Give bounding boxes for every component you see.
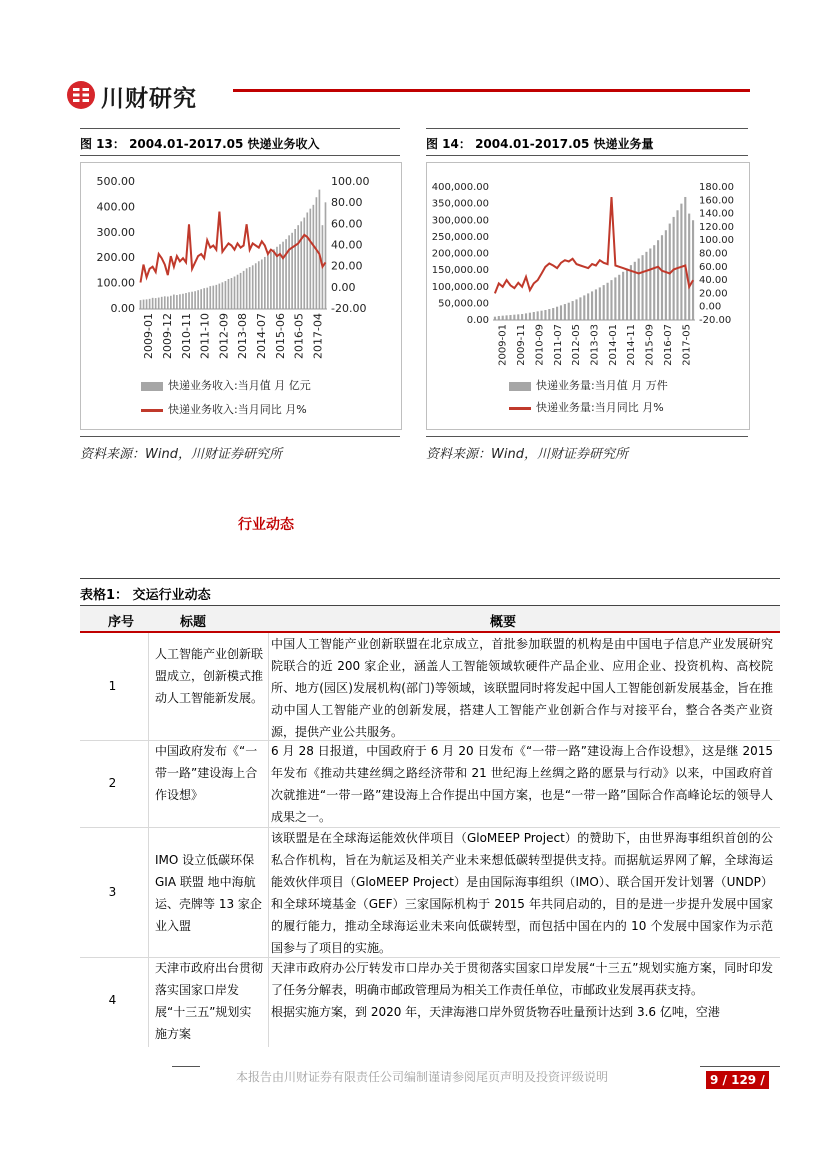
chart-bar: [595, 289, 597, 320]
chart-bar: [303, 218, 305, 309]
y-right-tick-label: -20.00: [331, 302, 367, 315]
table-header-row: [80, 606, 780, 632]
chart-bar: [273, 249, 275, 309]
y-left-tick-label: 400.00: [96, 200, 135, 214]
chart-bar: [537, 311, 539, 320]
x-tick-label: 2017-04: [311, 313, 325, 359]
fig13-legend-line-text: 快递业务收入:当月同比 月%: [168, 403, 307, 416]
table-row: [80, 740, 780, 828]
chart-bar: [325, 202, 327, 309]
chart-bar: [599, 287, 601, 320]
fig13-title-text: 2004.01-2017.05 快递业务收入: [129, 137, 320, 151]
y-right-tick-label: 0.00: [331, 280, 356, 294]
y-right-tick-label: 60.00: [331, 217, 363, 231]
chart-bar: [237, 275, 239, 309]
chart-bar: [509, 315, 511, 320]
fig14-title: [426, 135, 654, 152]
table-row: [80, 633, 780, 741]
fig14-legend-bar: [509, 377, 668, 393]
row-summary-para: 根据实施方案，到 2020 年，天津海港口岸外贸货物吞吐量预计达到 3.6 亿吨，空港: [271, 1005, 720, 1019]
fig13-bottom-rule: [80, 436, 400, 437]
fig14-legend-bar-text: 快递业务量:当月值 月 万件: [536, 379, 668, 392]
fig14-legend-line-text: 快递业务量:当月同比 月%: [536, 401, 664, 414]
y-right-tick-label: 80.00: [699, 248, 728, 260]
x-tick-label: 2014-11: [626, 323, 638, 366]
chart-bar: [521, 314, 523, 320]
row-no: 4: [108, 993, 117, 1007]
chart-bar: [684, 197, 686, 320]
chart-bar: [552, 308, 554, 320]
y-left-tick-label: 250,000.00: [431, 231, 489, 243]
chart-bar: [197, 290, 199, 309]
y-left-tick-label: 100,000.00: [431, 281, 489, 293]
chart-bar: [182, 294, 184, 309]
chart-bar: [498, 316, 500, 320]
chart-bar: [297, 225, 299, 309]
chart-bar: [564, 304, 566, 320]
chart-bar: [622, 272, 624, 320]
chart-bar: [258, 261, 260, 309]
fig13-title-rule: [80, 155, 400, 156]
fig13-top-rule: [80, 128, 400, 129]
header-no: 序号: [108, 615, 135, 630]
fig14-legend-line: [509, 399, 664, 415]
legend-bar-swatch: [141, 382, 163, 391]
y-right-tick-label: 80.00: [331, 196, 363, 210]
chart-bar: [240, 273, 242, 309]
y-right-tick-label: 20.00: [699, 288, 728, 300]
chart-bar: [645, 252, 647, 320]
x-tick-label: 2014-01: [607, 324, 619, 366]
x-tick-label: 2015-06: [273, 313, 287, 359]
chart-bar: [634, 262, 636, 320]
chart-bar: [579, 297, 581, 320]
x-tick-label: 2014-07: [255, 313, 269, 359]
chart-bar: [513, 315, 515, 320]
chart-bar: [282, 242, 284, 309]
fig13-chart: [81, 163, 401, 383]
x-tick-label: 2015-09: [644, 324, 656, 366]
chart-bar: [140, 300, 142, 309]
y-right-tick-label: 0.00: [699, 301, 722, 313]
chart-bar: [319, 190, 321, 309]
chart-bar: [149, 299, 151, 309]
x-tick-label: 2012-05: [571, 323, 583, 366]
x-tick-label: 2016-05: [292, 313, 306, 359]
chart-bar: [568, 303, 570, 320]
chart-bar: [219, 284, 221, 309]
fig13-legend-bar: [141, 377, 311, 393]
chart-bar: [529, 313, 531, 320]
chart-bar: [603, 285, 605, 320]
chart-series-line: [495, 197, 693, 293]
chart-bar: [533, 312, 535, 320]
chart-bar: [212, 286, 214, 309]
header-title: 标题: [180, 615, 207, 630]
chart-bar: [164, 296, 166, 309]
x-tick-label: 2013-03: [589, 324, 601, 366]
y-right-tick-label: 100.00: [699, 235, 734, 247]
chart-bar: [249, 267, 251, 309]
chart-bar: [572, 301, 574, 320]
chart-bar: [179, 294, 181, 309]
chart-bar: [173, 295, 175, 309]
y-left-tick-label: 100.00: [96, 276, 135, 290]
chart-bar: [243, 271, 245, 309]
y-left-tick-label: 200.00: [96, 251, 135, 265]
chart-bar: [313, 205, 315, 309]
legend-line-swatch: [141, 409, 163, 412]
legend-bar-swatch: [509, 382, 531, 391]
chart-bar: [688, 214, 690, 320]
chart-bar: [653, 245, 655, 320]
fig13-chart-frame: [80, 162, 402, 430]
chart-bar: [692, 220, 694, 320]
chart-bar: [544, 310, 546, 320]
y-right-tick-label: 100.00: [331, 175, 370, 188]
fig13-source: 资料来源：Wind，川财证券研究所: [80, 447, 282, 462]
x-tick-label: 2010-09: [534, 323, 546, 366]
fig14-source: 资料来源：Wind，川财证券研究所: [426, 447, 628, 462]
x-tick-label: 2009-12: [161, 313, 175, 359]
chart-bar: [264, 257, 266, 309]
y-right-tick-label: 40.00: [699, 275, 728, 287]
chart-bar: [285, 239, 287, 309]
chart-bar: [152, 298, 154, 309]
fig13-label: 图 13：: [80, 137, 125, 151]
chart-bar: [176, 295, 178, 309]
chart-bar: [665, 230, 667, 320]
chart-bar: [661, 235, 663, 320]
chart-bar: [228, 279, 230, 309]
chart-bar: [649, 249, 651, 320]
footer-rule: [700, 1066, 780, 1067]
y-right-tick-label: 140.00: [699, 208, 734, 220]
y-left-tick-label: 200,000.00: [431, 248, 489, 260]
y-left-tick-label: 300.00: [96, 225, 135, 239]
chart-bar: [206, 288, 208, 309]
fig14-title-text: 2004.01-2017.05 快递业务量: [475, 137, 654, 151]
chart-bar: [638, 258, 640, 320]
chart-bar: [309, 209, 311, 309]
chart-bar: [607, 283, 609, 320]
fig13-legend-bar-text: 快递业务收入:当月值 月 亿元: [168, 379, 311, 392]
footer-disclaimer: 本报告由川财证券有限责任公司编制谨请参阅尾页声明及投资评级说明: [236, 1070, 609, 1084]
chart-bar: [203, 288, 205, 309]
fig13-title: [80, 135, 320, 152]
chart-bar: [626, 268, 628, 320]
row-title: 中国政府发布《“一带一路”建设海上合作设想》: [155, 744, 258, 802]
chart-bar: [167, 297, 169, 309]
chart-bar: [575, 299, 577, 320]
chart-bar: [641, 255, 643, 320]
chart-bar: [161, 297, 163, 309]
chart-bar: [610, 280, 612, 320]
x-tick-label: 2012-09: [217, 313, 231, 359]
x-tick-label: 2011-10: [198, 313, 212, 359]
fig14-title-rule: [426, 155, 748, 156]
y-right-tick-label: -20.00: [699, 315, 732, 326]
y-left-tick-label: 350,000.00: [431, 198, 489, 210]
chart-bar: [630, 265, 632, 320]
y-right-tick-label: 160.00: [699, 195, 734, 207]
chart-bar: [231, 278, 233, 309]
row-title: 天津市政府出台贯彻落实国家口岸发展“十三五”规划实施方案: [155, 961, 264, 1041]
fig14-bottom-rule: [426, 436, 748, 437]
chart-bar: [143, 300, 145, 309]
chart-bar: [267, 254, 269, 309]
chart-bar: [676, 210, 678, 320]
x-tick-label: 2010-11: [179, 313, 193, 359]
y-left-tick-label: 400,000.00: [431, 182, 489, 193]
chart-bar: [191, 292, 193, 309]
row-title: 人工智能产业创新联盟成立，创新模式推动人工智能新发展。: [155, 647, 264, 705]
row-no: 3: [108, 885, 117, 899]
legend-line-swatch: [509, 407, 531, 410]
chart-bar: [200, 289, 202, 309]
chart-bar: [185, 293, 187, 309]
section-title: 行业动态: [238, 517, 294, 533]
row-title: IMO 设立低碳环保 GIA 联盟 地中海航运、壳牌等 13 家企业入盟: [155, 853, 262, 933]
chart-bar: [502, 316, 504, 320]
chart-bar: [146, 299, 148, 309]
chart-bar: [246, 268, 248, 309]
chart-bar: [587, 293, 589, 320]
chart-bar: [525, 313, 527, 320]
page-number: 9 / 129 /: [706, 1071, 769, 1089]
chart-bar: [188, 292, 190, 309]
chart-bar: [556, 307, 558, 320]
chart-bar: [209, 286, 211, 309]
x-tick-label: 2009-01: [142, 313, 156, 359]
x-tick-label: 2009-11: [516, 323, 527, 366]
chart-bar: [560, 305, 562, 320]
row-summary: 6 月 28 日报道，中国政府于 6 月 20 日发布《“一带一路”建设海上合作设想》，这是继 2015 年发布《推动共建丝绸之路经济带和 21 世纪海上丝绸之路的愿景与行动》以来，中国政府首次就推进“一带一路”建设海上合作提出中国方案，也是“一带一路”国际合作高峰论坛的领导人成果之一。: [271, 744, 773, 824]
row-summary: [271, 957, 773, 1023]
chart-bar: [300, 221, 302, 309]
header-summary: 概要: [490, 615, 517, 630]
chart-bar: [194, 291, 196, 309]
x-tick-label: 2011-07: [552, 324, 564, 366]
chart-bar: [614, 277, 616, 320]
y-left-tick-label: 300,000.00: [431, 215, 489, 227]
chart-bar: [517, 314, 519, 320]
table-row: [80, 827, 780, 958]
footer-rule: [172, 1066, 200, 1067]
x-tick-label: 2013-08: [236, 313, 250, 359]
chart-bar: [170, 296, 172, 309]
row-summary-para: 天津市政府办公厅转发市口岸办关于贯彻落实国家口岸发展“十三五”规划实施方案，同时印发了任务分解表，明确市邮政管理局为相关工作责任单位，市邮政业发展再获支持。: [271, 961, 773, 997]
x-tick-label: 2016-07: [663, 324, 674, 366]
chart-bar: [540, 311, 542, 320]
row-no: 2: [108, 776, 117, 790]
y-left-tick-label: 50,000.00: [438, 298, 489, 310]
fig14-chart: [427, 163, 749, 383]
chart-bar: [548, 309, 550, 320]
chart-bar: [591, 291, 593, 320]
row-summary: 该联盟是在全球海运能效伙伴项目（GloMEEP Project）的赞助下，由世界海事组织首创的公私合作机构，旨在为航运及相关产业未来想低碳转型提供支持。而据航运界网了解，全球海运能效伙伴项目（GloMEEP Project）是由国际海事组织（IMO）、联合国开发计划署（UNDP）和全球环境基金（GEF）三家国际机构于 2015 年共同启动的，目的是进一步提升发展中国家的履行能力，推动全球海运业未来向低碳转型，而包括中国在内的 10 个发展中国家作为示范国参与了项目的实施。: [271, 831, 773, 955]
chuancai-logo-icon: [66, 80, 96, 110]
chart-bar: [680, 204, 682, 320]
chart-bar: [288, 235, 290, 309]
fig14-chart-frame: [426, 162, 750, 430]
chart-bar: [222, 282, 224, 309]
y-left-tick-label: 500.00: [96, 175, 135, 188]
chart-bar: [270, 252, 272, 309]
chart-bar: [618, 275, 620, 320]
chart-bar: [234, 276, 236, 309]
chart-bar: [261, 259, 263, 309]
chart-bar: [158, 298, 160, 309]
y-right-tick-label: 120.00: [699, 221, 734, 233]
chart-bar: [506, 315, 508, 320]
chart-bar: [306, 212, 308, 309]
chart-bar: [225, 281, 227, 309]
y-right-tick-label: 20.00: [331, 259, 363, 273]
y-right-tick-label: 60.00: [699, 261, 728, 273]
fig14-top-rule: [426, 128, 748, 129]
y-right-tick-label: 180.00: [699, 182, 734, 193]
table-row: [80, 957, 780, 1047]
header-rule: [233, 89, 750, 92]
row-no: 1: [108, 679, 117, 693]
chart-bar: [215, 285, 217, 309]
chart-bar: [294, 229, 296, 309]
chart-bar: [255, 263, 257, 309]
table-top-rule: [80, 578, 780, 579]
chart-bar: [657, 240, 659, 320]
chart-bar: [252, 265, 254, 309]
fig13-legend-line: [141, 401, 307, 417]
chart-bar: [291, 233, 293, 309]
chart-bar: [583, 295, 585, 320]
x-tick-label: 2017-05: [681, 323, 693, 366]
table-caption: 表格1： 交运行业动态: [80, 588, 211, 603]
y-right-tick-label: 40.00: [331, 238, 363, 252]
y-left-tick-label: 0.00: [466, 315, 489, 326]
chart-bar: [316, 197, 318, 309]
fig14-label: 图 14：: [426, 137, 471, 151]
x-tick-label: 2009-01: [497, 324, 509, 366]
chart-bar: [155, 298, 157, 309]
y-left-tick-label: 150,000.00: [431, 265, 489, 277]
brand-name: 川财研究: [101, 86, 197, 112]
row-summary: 中国人工智能产业创新联盟在北京成立，首批参加联盟的机构是由中国电子信息产业发展研究院联合的近 200 家企业，涵盖人工智能领域软硬件产品企业、应用企业、投资机构、高校院所、地方(园区)发展机构(部门)等领域，该联盟同时将发起中国人工智能创新发展基金，旨在推动中国人工智能产业的创新发展，搭建人工智能产业创新合作与对接平台，整合各类产业资源，提供产业公共服务。: [271, 637, 773, 739]
y-left-tick-label: 0.00: [110, 302, 135, 315]
